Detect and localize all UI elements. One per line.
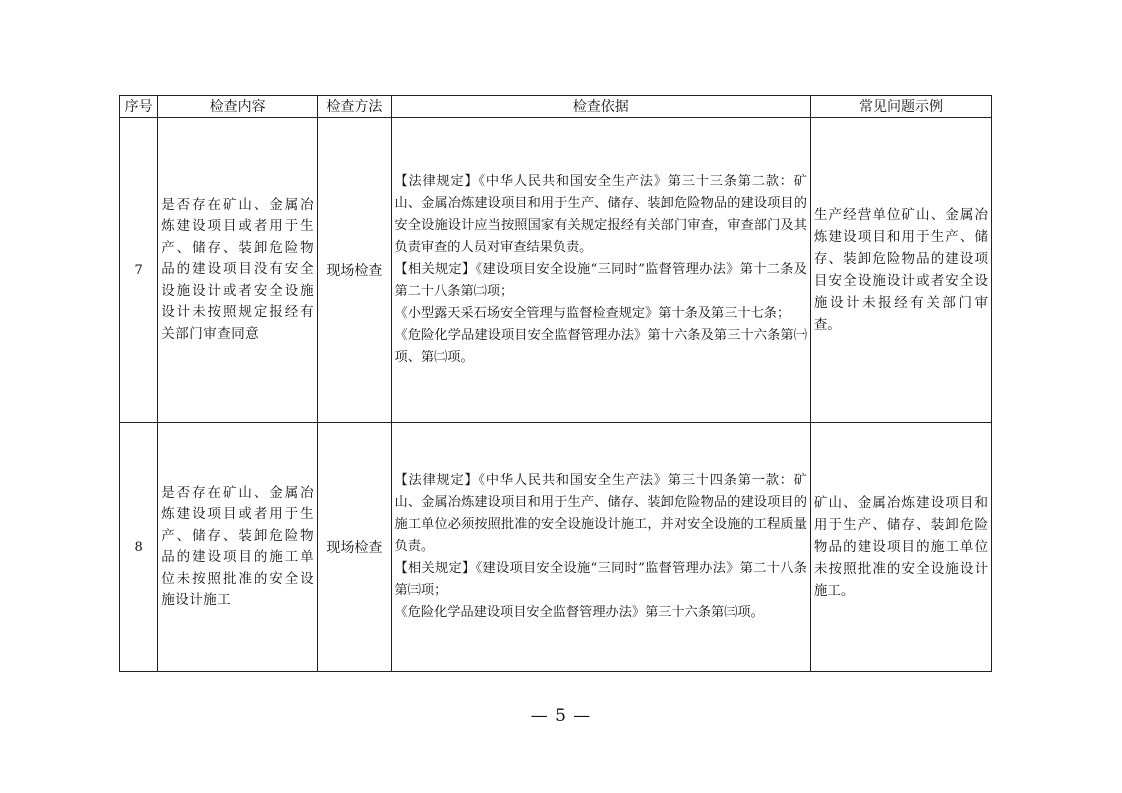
basis-paragraph: 《危险化学品建设项目安全监督管理办法》第十六条及第三十六条第㈠项、第㈡项。 bbox=[394, 328, 807, 365]
basis-paragraph: 【相关规定】《建设项目安全设施“三同时”监督管理办法》第二十八条第㈢项； bbox=[394, 561, 807, 598]
table-header-row bbox=[120, 96, 992, 118]
basis-paragraph: 【相关规定】《建设项目安全设施“三同时”监督管理办法》第十二条及第二十八条第㈡项； bbox=[394, 262, 807, 299]
page-number: — 5 — bbox=[530, 706, 592, 726]
table-row bbox=[120, 423, 992, 672]
check-basis-cell bbox=[391, 423, 810, 672]
check-method-cell: 现场检查 bbox=[318, 118, 391, 423]
check-basis-cell bbox=[391, 118, 810, 423]
check-method-cell: 现场检查 bbox=[318, 423, 391, 672]
basis-paragraph: 【法律规定】《中华人民共和国安全生产法》第三十四条第一款：矿山、金属冶炼建设项目和用于生产、储存、装卸危险物品的建设项目的施工单位必须按照批准的安全设施设计施工，并对安全设施的工程质量负责。 bbox=[394, 473, 807, 554]
basis-paragraph: 《小型露天采石场安全管理与监督检查规定》第十条及第三十七条； bbox=[394, 306, 791, 321]
row-seq-cell: 8 bbox=[120, 423, 158, 672]
check-content-cell: 是否存在矿山、金属冶炼建设项目或者用于生产、储存、装卸危险物品的建设项目没有安全设施设计或者安全设施设计未按照规定报经有关部门审查同意 bbox=[158, 118, 318, 423]
common-issue-cell: 生产经营单位矿山、金属冶炼建设项目和用于生产、储存、装卸危险物品的建设项目安全设施设计或者安全设施设计未报经有关部门审查。 bbox=[810, 118, 991, 423]
basis-paragraph: 【法律规定】《中华人民共和国安全生产法》第三十三条第二款：矿山、金属冶炼建设项目和用于生产、储存、装卸危险物品的建设项目的安全设施设计应当按照国家有关规定报经有关部门审查，审查部门及其负责审查的人员对审查结果负责。 bbox=[394, 174, 807, 255]
check-content-cell: 是否存在矿山、金属冶炼建设项目或者用于生产、储存、装卸危险物品的建设项目的施工单位未按照批准的安全设施设计施工 bbox=[158, 423, 318, 672]
header-common-issues: 常见问题示例 bbox=[810, 96, 991, 118]
header-seq: 序号 bbox=[120, 96, 158, 118]
header-check-basis: 检查依据 bbox=[391, 96, 810, 118]
table-row bbox=[120, 118, 992, 423]
inspection-table bbox=[119, 95, 992, 672]
common-issue-cell: 矿山、金属冶炼建设项目和用于生产、储存、装卸危险物品的建设项目的施工单位未按照批准的安全设施设计施工。 bbox=[810, 423, 991, 672]
row-seq-cell: 7 bbox=[120, 118, 158, 423]
header-check-method: 检查方法 bbox=[318, 96, 391, 118]
header-check-content: 检查内容 bbox=[158, 96, 318, 118]
basis-paragraph: 《危险化学品建设项目安全监督管理办法》第三十六条第㈢项。 bbox=[394, 605, 764, 620]
